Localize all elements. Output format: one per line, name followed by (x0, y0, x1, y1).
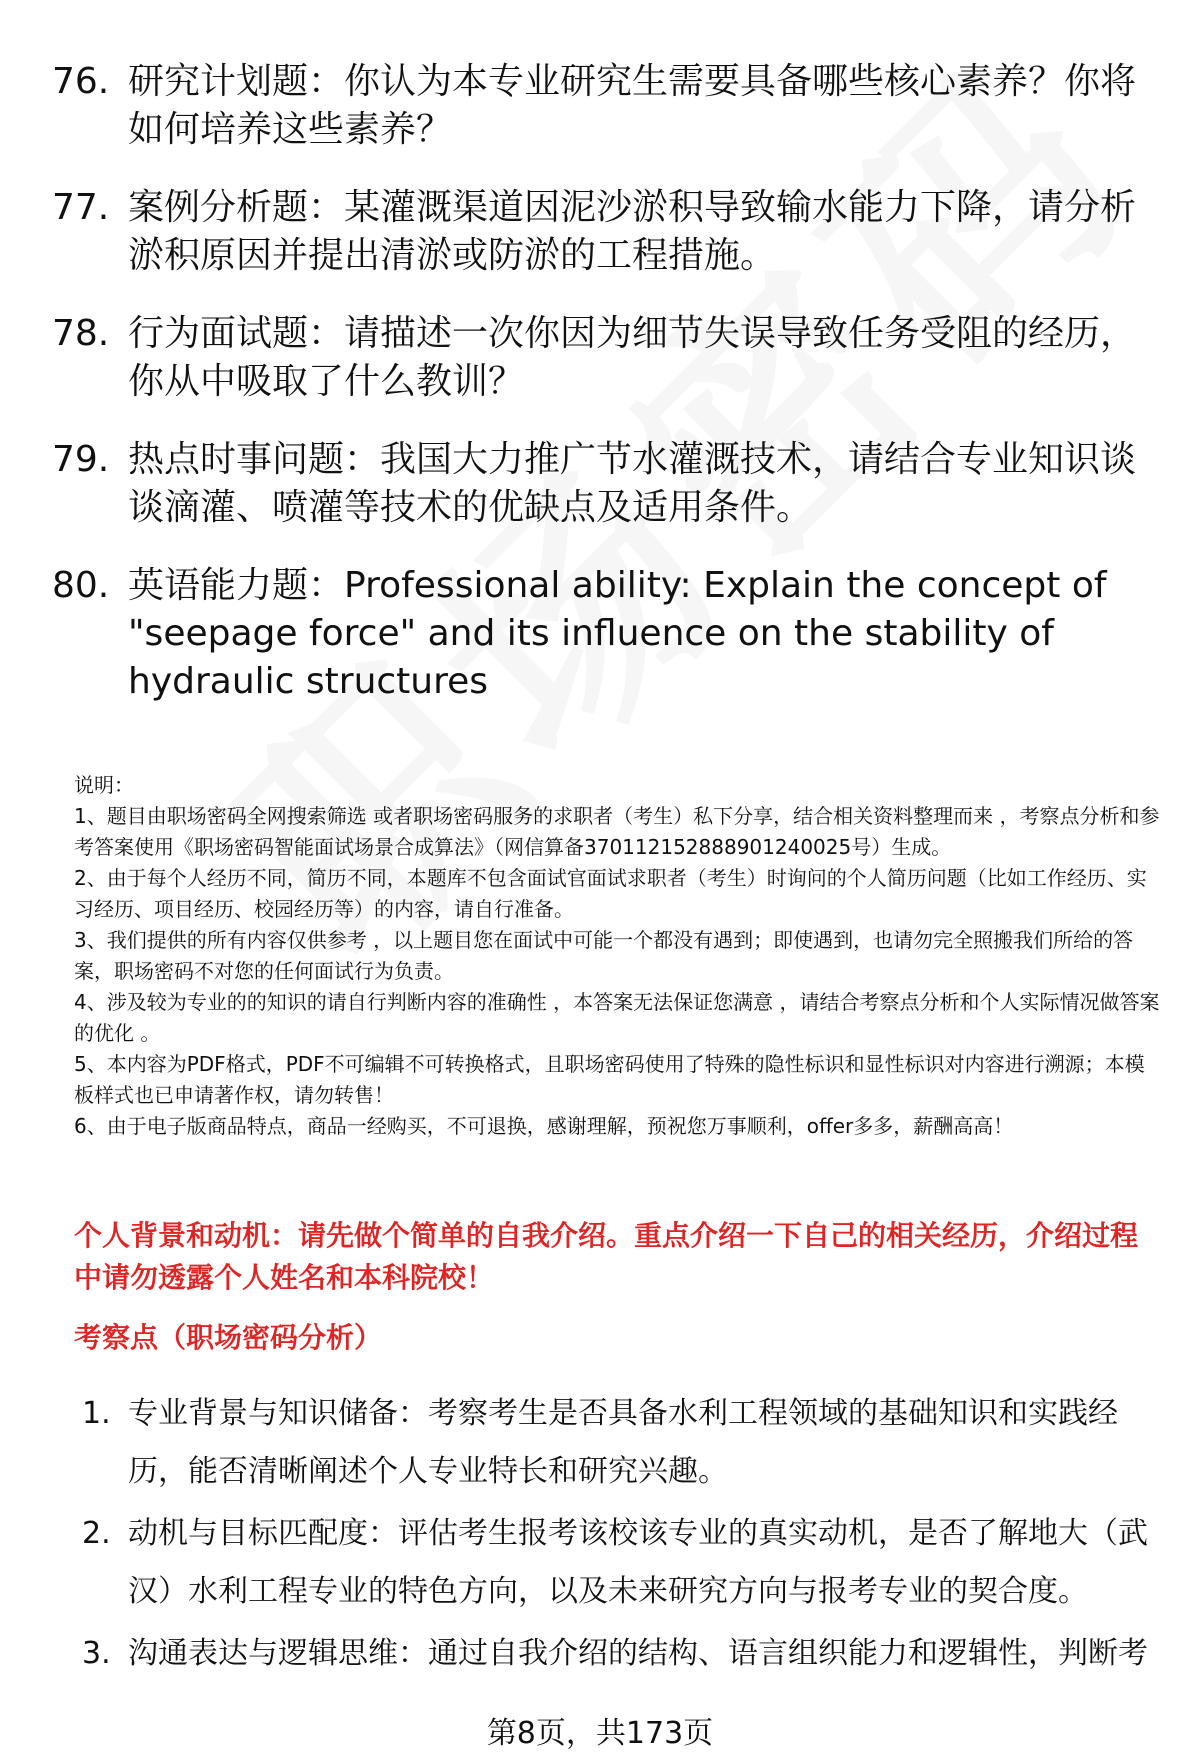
point-number: 1. (82, 1396, 111, 1431)
question-number: 77. (52, 187, 110, 228)
note-item: 1、题目由职场密码全网搜索筛选 或者职场密码服务的求职者（考生）私下分享，结合相关资料整理而来 ，考察点分析和参考答案使用《职场密码智能面试场景合成算法》（网信算备370112152888901240025号）生成。 (74, 804, 1160, 859)
question-item (52, 184, 1152, 280)
question-item (52, 562, 1152, 706)
analysis-points (82, 1385, 1152, 1687)
point-number: 3. (82, 1636, 111, 1671)
interview-prompt: 个人背景和动机：请先做个简单的自我介绍。重点介绍一下自己的相关经历，介绍过程中请勿透露个人姓名和本科院校！ (74, 1219, 1139, 1294)
note-item: 5、本内容为PDF格式，PDF不可编辑不可转换格式，且职场密码使用了特殊的隐性标识和显性标识对内容进行溯源；本模板样式也已申请著作权，请勿转售！ (74, 1052, 1145, 1107)
notes-heading: 说明： (74, 773, 134, 797)
question-text: 研究计划题：你认为本专业研究生需要具备哪些核心素养？你将如何培养这些素养？ (128, 61, 1137, 150)
note-item: 2、由于每个人经历不同，简历不同，本题库不包含面试官面试求职者（考生）时询问的个人简历问题（比如工作经历、实习经历、项目经历、校园经历等）的内容，请自行准备。 (74, 866, 1147, 921)
notes-section (74, 770, 1164, 1142)
question-item (52, 58, 1152, 154)
question-text: 热点时事问题：我国大力推广节水灌溉技术，请结合专业知识谈谈滴灌、喷灌等技术的优缺点及适用条件。 (128, 439, 1137, 528)
question-number: 80. (52, 565, 110, 606)
note-item: 4、涉及较为专业的的知识的请自行判断内容的准确性 ，本答案无法保证您满意 ，请结合考察点分析和个人实际情况做答案的优化 。 (74, 990, 1160, 1045)
analysis-point (82, 1625, 1152, 1683)
analysis-point (82, 1385, 1152, 1501)
point-text: 沟通表达与逻辑思维：通过自我介绍的结构、语言组织能力和逻辑性，判断考 (128, 1636, 1148, 1671)
point-text: 专业背景与知识储备：考察考生是否具备水利工程领域的基础知识和实践经历，能否清晰阐述个人专业特长和研究兴趣。 (128, 1396, 1118, 1489)
note-item: 3、我们提供的所有内容仅供参考 ，以上题目您在面试中可能一个都没有遇到；即使遇到，也请勿完全照搬我们所给的答案，职场密码不对您的任何面试行为负责。 (74, 928, 1134, 983)
question-number: 79. (52, 439, 110, 480)
analysis-point (82, 1505, 1152, 1621)
question-item (52, 436, 1152, 532)
question-text: 英语能力题：Professional ability: Explain the concept of "seepage force" and its influence on the stability of hydraulic structures (128, 565, 1107, 702)
point-number: 2. (82, 1516, 111, 1551)
question-text: 案例分析题：某灌溉渠道因泥沙淤积导致输水能力下降，请分析淤积原因并提出清淤或防淤的工程措施。 (128, 187, 1137, 276)
question-text: 行为面试题：请描述一次你因为细节失误导致任务受阻的经历，你从中吸取了什么教训？ (128, 313, 1137, 402)
question-number: 78. (52, 313, 110, 354)
question-number: 76. (52, 61, 110, 102)
point-text: 动机与目标匹配度：评估考生报考该校该专业的真实动机，是否了解地大（武汉）水利工程专业的特色方向，以及未来研究方向与报考专业的契合度。 (128, 1516, 1148, 1609)
page-footer: 第8页，共173页 (486, 1716, 714, 1751)
analysis-title: 考察点（职场密码分析） (74, 1321, 383, 1354)
question-item (52, 310, 1152, 406)
question-list (52, 58, 1152, 736)
note-item: 6、由于电子版商品特点，商品一经购买，不可退换，感谢理解，预祝您万事顺利，offer多多，薪酬高高！ (74, 1114, 1014, 1138)
